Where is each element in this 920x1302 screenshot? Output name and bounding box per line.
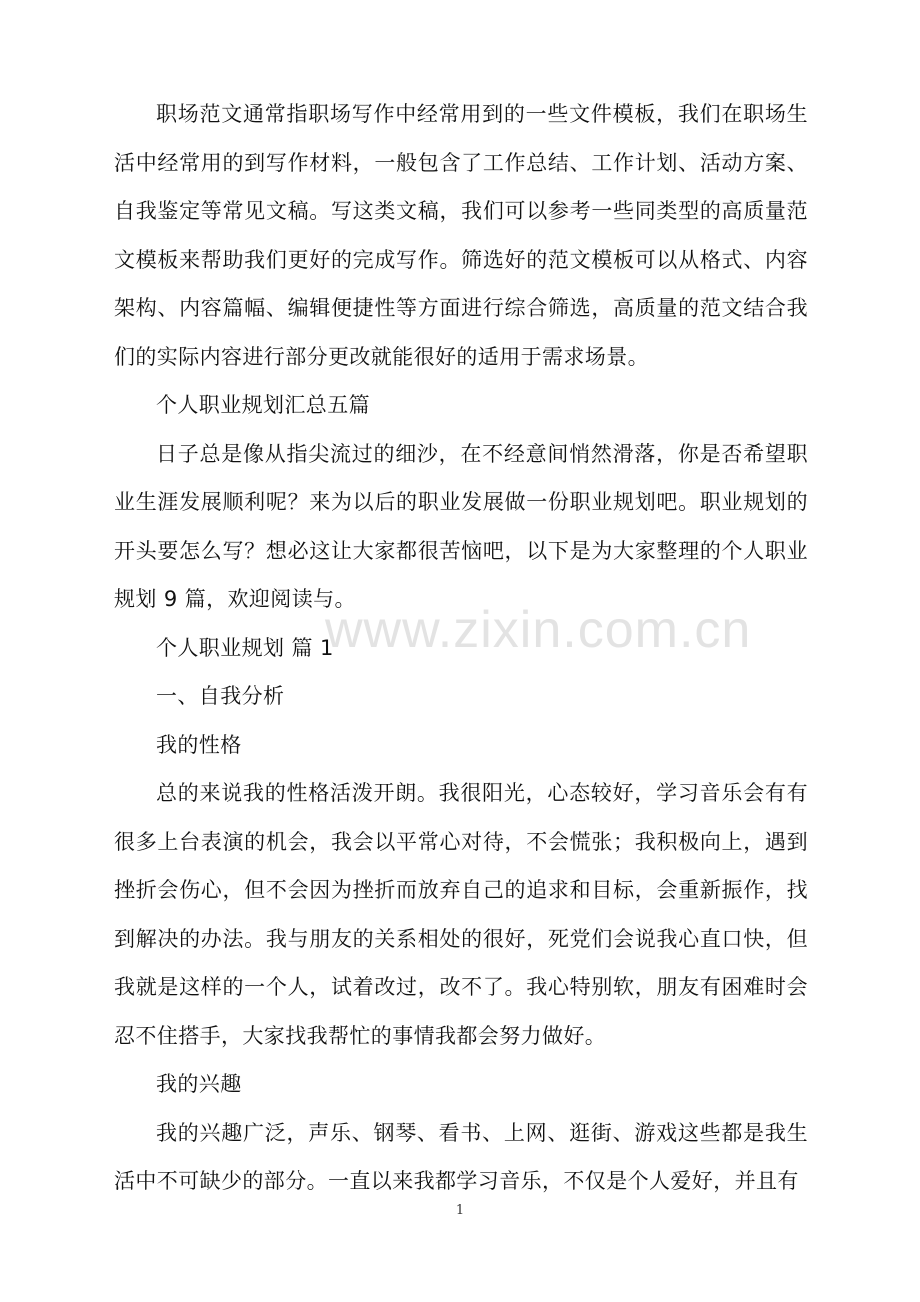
section-heading-self-analysis: 一、自我分析 xyxy=(156,684,285,708)
personality-paragraph: 总的来说我的性格活泼开朗。我很阳光，心态较好，学习音乐会有有很多上台表演的机会，我会以平常心对待，不会慌张；我积极向上，遇到挫折会伤心，但不会因为挫折而放弃自己的追求和目标，会重新振作，找到解决的办法。我与朋友的关系相处的很好，死党们会说我心直口快，但我就是这样的一个人，试着改过，改不了。我心特别软，朋友有困难时会忍不住搭手，大家找我帮忙的事情我都会努力做好。 xyxy=(114,781,808,1048)
page-number: 1 xyxy=(455,1203,465,1218)
intro-paragraph: 职场范文通常指职场写作中经常用到的一些文件模板，我们在职场生活中经常用的到写作材料，一般包含了工作总结、工作计划、活动方案、自我鉴定等常见文稿。写这类文稿，我们可以参考一些同类型的高质量范文模板来帮助我们更好的完成写作。筛选好的范文模板可以从格式、内容架构、内容篇幅、编辑便捷性等方面进行综合筛选，高质量的范文结合我们的实际内容进行部分更改就能很好的适用于需求场景。 xyxy=(114,102,808,369)
subheading-interests: 我的兴趣 xyxy=(156,1072,242,1096)
interests-paragraph: 我的兴趣广泛，声乐、钢琴、看书、上网、逛街、游戏这些都是我生活中不可缺少的部分。一直以来我都学习音乐，不仅是个人爱好，并且有 xyxy=(114,1120,808,1193)
preface-paragraph: 日子总是像从指尖流过的细沙，在不经意间悄然滑落，你是否希望职业生涯发展顺利呢？来为以后的职业发展做一份职业规划吧。职业规划的开头要怎么写？想必这让大家都很苦恼吧，以下是为大家整理的个人职业规划 9 篇，欢迎阅读与。 xyxy=(114,441,808,611)
document-title: 个人职业规划汇总五篇 xyxy=(156,393,370,417)
section-heading-part1: 个人职业规划 篇 1 xyxy=(156,635,334,660)
subheading-personality: 我的性格 xyxy=(156,732,242,757)
watermark: www.zixin.com.cn xyxy=(325,601,752,659)
document-body xyxy=(114,90,808,1206)
